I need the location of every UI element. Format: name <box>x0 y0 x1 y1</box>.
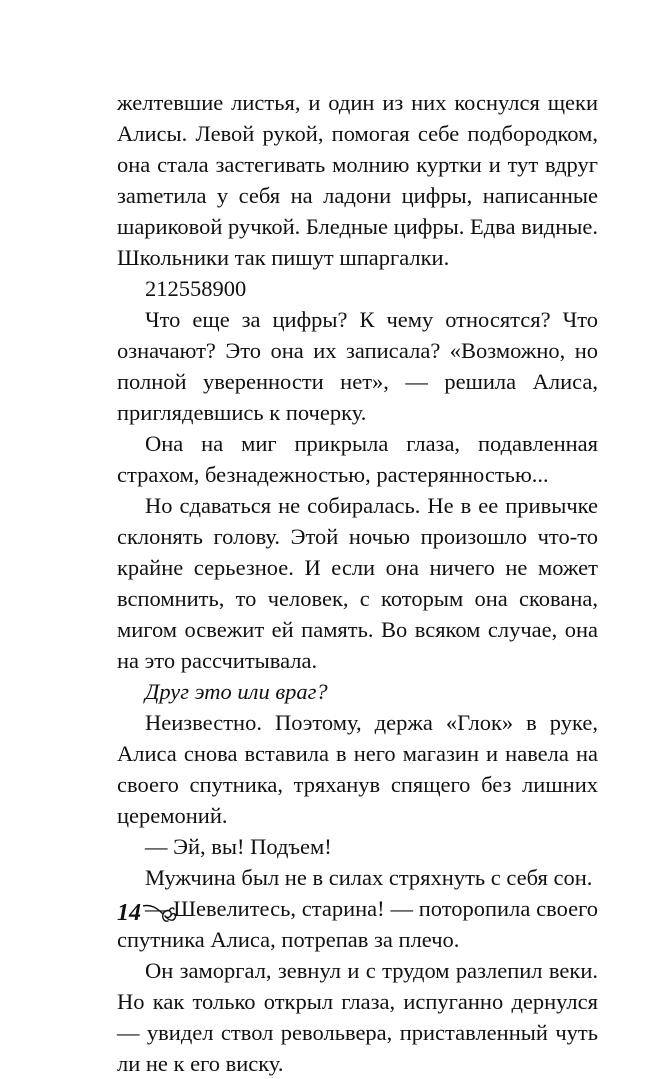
paragraph-11: Он заморгал, зевнул и с трудом разлепил веки. Но как только открыл глаза, испуганно дернулся — увидел ствол револьвера, приставленный чуть ли не к его виску. <box>117 958 598 1076</box>
paragraph-3: Что еще за цифры? К чему относятся? Что означают? Это она их записала? «Возможно, но полной уверенности нет», — решила Алиса, приглядевшись к почерку. <box>117 307 598 425</box>
paragraph-9: Мужчина был не в силах стряхнуть с себя сон. <box>145 865 593 890</box>
paragraph-number: 212558900 <box>145 276 247 301</box>
paragraph-5: Но сдаваться не собиралась. Не в ее привычке склонять голову. Этой ночью произошло что-то крайне серьезное. И если она ничего не может вспомнить, то человек, с которым она скована, мигом освежит ей память. Во всяком случае, она на это рассчитывала. <box>117 493 598 673</box>
paragraph-10: — Шевелитесь, старина! — поторопила своего спутника Алиса, потрепав за плечо. <box>117 896 598 952</box>
body-text <box>117 87 598 1079</box>
page-footer <box>117 893 183 933</box>
paragraph-4: Она на миг прикрыла глаза, подавленная страхом, безнадежностью, растерянностью... <box>117 431 598 487</box>
paragraph-7: Неизвестно. Поэтому, держа «Глок» в руке, Алиса снова вставила в него магазин и навела на своего спутника, тряханув спящего без лишних церемоний. <box>117 710 598 828</box>
paragraph-italic: Друг это или враг? <box>145 679 328 704</box>
vine-ornament-icon <box>143 898 183 933</box>
page-number: 14 <box>117 899 141 926</box>
paragraph-1: желтевшие листья, и один из них коснулся щеки Алисы. Левой рукой, помогая себе подбородком, она стала застегивать молнию куртки и тут вдруг заmетила у себя на ладони цифры, написанные шариковой ручкой. Бледные цифры. Едва видные. Школьники так пишут шпаргалки. <box>117 90 598 270</box>
paragraph-8: — Эй, вы! Подъем! <box>145 834 332 859</box>
